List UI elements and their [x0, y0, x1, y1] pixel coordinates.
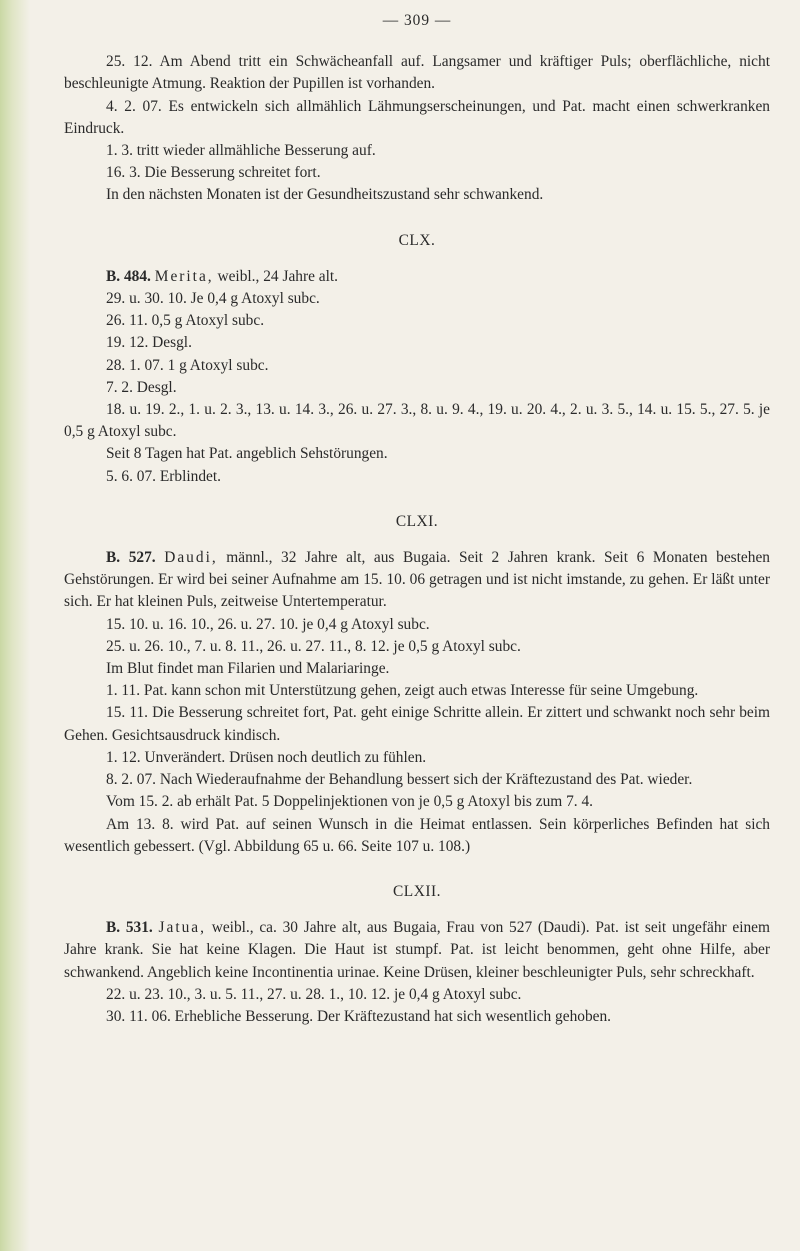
paragraph: 18. u. 19. 2., 1. u. 2. 3., 13. u. 14. 3., 26. u. 27. 3., 8. u. 9. 4., 19. u. 20. 4., 2. u. 3. 5., 14. u. 15. 5., 27. 5. je 0,5 g Atoxyl subc. — [64, 401, 770, 441]
case-number: B. 527. — [106, 549, 156, 567]
paragraph: 25. u. 26. 10., 7. u. 8. 11., 26. u. 27. 11., 8. 12. je 0,5 g Atoxyl subc. — [106, 637, 521, 655]
paragraph: 28. 1. 07. 1 g Atoxyl subc. — [106, 356, 269, 374]
paragraph: 1. 12. Unverändert. Drüsen noch deutlich zu fühlen. — [106, 748, 427, 766]
patient-name: Daudi, — [164, 549, 218, 567]
paragraph: 19. 12. Desgl. — [106, 334, 192, 352]
case-header — [64, 547, 770, 614]
patient-name: Jatua, — [158, 919, 206, 937]
paragraph: 30. 11. 06. Erhebliche Besserung. Der Kräftezustand hat sich wesentlich gehoben. — [106, 1007, 612, 1025]
page-edge — [0, 0, 30, 1251]
case-section-clx — [64, 230, 770, 488]
case-description: männl., 32 Jahre alt, aus Bugaia. Seit 2 Jahren krank. Seit 6 Monaten bestehen Gehstörungen. Er wird bei seiner Aufnahme am 15. 10. 06 getragen und ist nicht imstande, zu gehen. Er läßt unter sich. Er hat kleinen Puls, zeitweise Untertemperatur. — [64, 549, 770, 611]
document-page — [64, 10, 770, 1028]
paragraph: 5. 6. 07. Erblindet. — [106, 467, 221, 485]
case-description: weibl., 24 Jahre alt. — [213, 267, 339, 285]
intro-block — [64, 51, 770, 206]
page-number: — 309 — — [382, 12, 452, 29]
case-description: weibl., ca. 30 Jahre alt, aus Bugaia, Frau von 527 (Daudi). Pat. ist seit ungefähr einem Jahre krank. Sie hat keine Klagen. Die Haut ist stumpf. Pat. ist leicht benommen, geht ohne Hilfe, aber schwankend. Angeblich keine Incontinentia urinae. Keine Drüsen, kleiner beschleunigter Puls, sehr schreckhaft. — [64, 919, 770, 981]
paragraph: 7. 2. Desgl. — [106, 378, 177, 396]
paragraph: 4. 2. 07. Es entwickeln sich allmählich Lähmungserscheinungen, und Pat. macht einen schwerkranken Eindruck. — [64, 97, 770, 137]
paragraph: Vom 15. 2. ab erhält Pat. 5 Doppelinjektionen von je 0,5 g Atoxyl bis zum 7. 4. — [106, 793, 594, 811]
section-heading: CLXII. — [393, 882, 441, 900]
paragraph: Seit 8 Tagen hat Pat. angeblich Sehstörungen. — [106, 445, 388, 463]
case-section-clxii — [64, 881, 770, 1028]
paragraph: Am 13. 8. wird Pat. auf seinen Wunsch in die Heimat entlassen. Sein körperliches Befinden hat sich wesentlich gebessert. (Vgl. Abbildung 65 u. 66. Seite 107 u. 108.) — [64, 815, 770, 855]
paragraph: 22. u. 23. 10., 3. u. 5. 11., 27. u. 28. 1., 10. 12. je 0,4 g Atoxyl subc. — [106, 985, 522, 1003]
paragraph: 15. 10. u. 16. 10., 26. u. 27. 10. je 0,4 g Atoxyl subc. — [106, 615, 430, 633]
paragraph: 25. 12. Am Abend tritt ein Schwächeanfall auf. Langsamer und kräftiger Puls; oberflächliche, nicht beschleunigte Atmung. Reaktion der Pupillen ist vorhanden. — [64, 53, 770, 93]
paragraph: 16. 3. Die Besserung schreitet fort. — [106, 164, 321, 182]
paragraph: 1. 3. tritt wieder allmähliche Besserung auf. — [106, 142, 376, 160]
case-header — [64, 266, 770, 288]
section-heading: CLXI. — [395, 512, 439, 530]
paragraph: Im Blut findet man Filarien und Malariaringe. — [106, 660, 390, 678]
paragraph: In den nächsten Monaten ist der Gesundheitszustand sehr schwankend. — [106, 186, 544, 204]
case-header — [64, 917, 770, 984]
case-number: B. 531. — [106, 919, 153, 937]
paragraph: 26. 11. 0,5 g Atoxyl subc. — [106, 312, 265, 330]
case-section-clxi — [64, 511, 770, 858]
paragraph: 8. 2. 07. Nach Wiederaufnahme der Behandlung bessert sich der Kräftezustand des Pat. wieder. — [106, 771, 693, 789]
patient-name: Merita, — [154, 267, 214, 285]
paragraph: 15. 11. Die Besserung schreitet fort, Pat. geht einige Schritte allein. Er zittert und schwankt noch sehr beim Gehen. Gesichtsausdruck kindisch. — [64, 704, 770, 744]
section-heading: CLX. — [398, 231, 436, 249]
paragraph: 1. 11. Pat. kann schon mit Unterstützung gehen, zeigt auch etwas Interesse für seine Umgebung. — [106, 682, 699, 700]
case-number: B. 484. — [106, 267, 151, 285]
paragraph: 29. u. 30. 10. Je 0,4 g Atoxyl subc. — [106, 290, 320, 308]
